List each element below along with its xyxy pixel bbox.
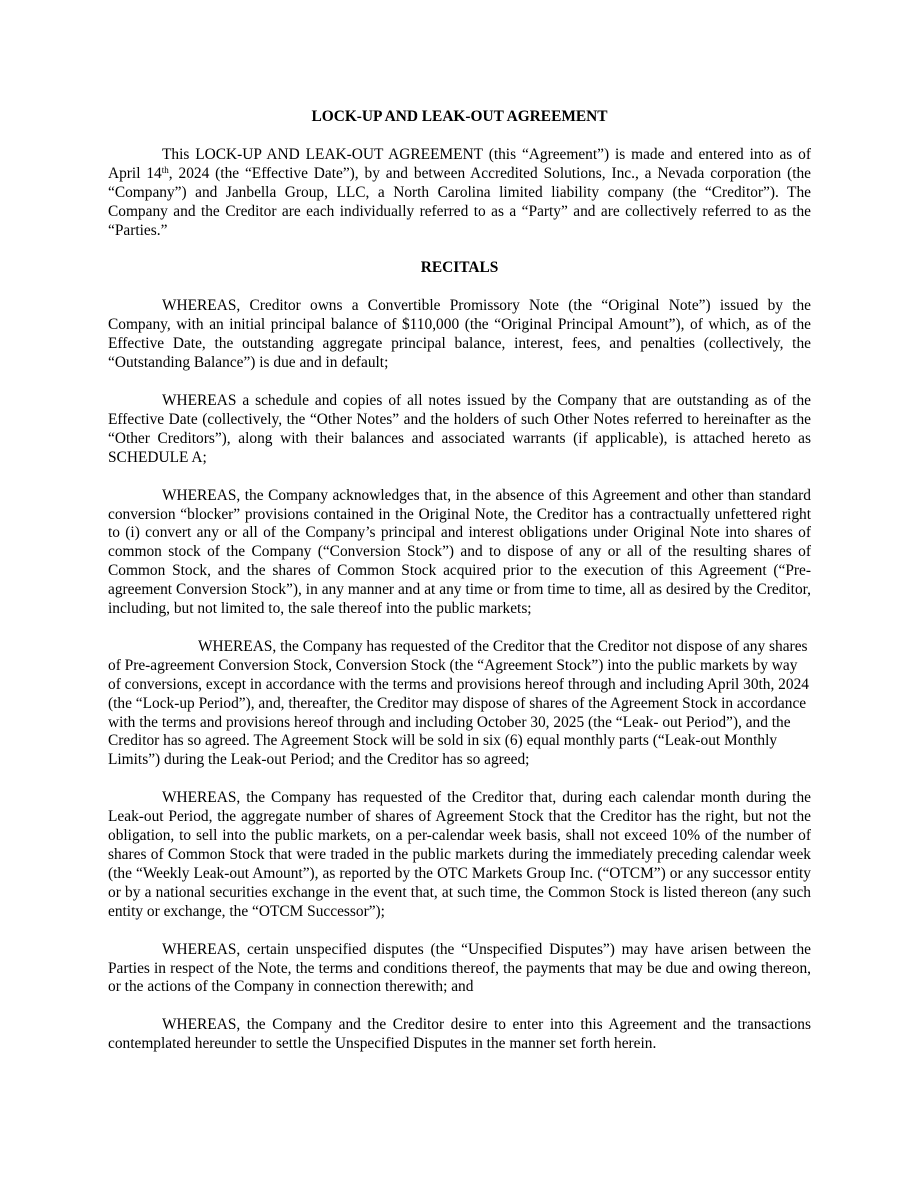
recital-paragraph-5: WHEREAS, the Company has requested of the Creditor that, during each calendar month during the Leak-out Period, the aggregate number of shares of Agreement Stock that the Creditor has the right, but not the obligation, to sell into the public markets, on a per-calendar week basis, shall not exceed 10% of the number of shares of Common Stock that were traded in the public markets during the immediately preceding calendar week (the “Weekly Leak-out Amount”), as reported by the OTC Markets Group Inc. (“OTCM”) or any successor entity or by a national securities exchange in the event that, at such time, the Common Stock is listed thereon (any such entity or exchange, the “OTCM Successor”); xyxy=(108,789,811,920)
recital-paragraph-3: WHEREAS, the Company acknowledges that, in the absence of this Agreement and other than standard conversion “blocker” provisions contained in the Original Note, the Creditor has a contractually unfettered right to (i) convert any or all of the Company’s principal and interest obligations under Original Note into shares of common stock of the Company (“Conversion Stock”) and to dispose of any or all of the resulting shares of Common Stock, and the shares of Common Stock acquired prior to the execution of this Agreement (“Pre-agreement Conversion Stock”), in any manner and at any time or from time to time, all as desired by the Creditor, including, but not limited to, the sale thereof into the public markets; xyxy=(108,486,811,618)
intro-text-part2: , 2024 (the “Effective Date”), by and between Accredited Solutions, Inc., a Nevada corporation (the “Company”) and Janbella Group, LLC, a North Carolina limited liability company (the “Creditor”). The Company and the Creditor are each individually referred to as a “Party” and are collectively referred to as the “Parties.” xyxy=(108,164,811,239)
intro-paragraph xyxy=(108,146,811,241)
document-page xyxy=(108,108,811,1054)
recitals-heading: RECITALS xyxy=(420,259,499,277)
recital-paragraph-2: WHEREAS a schedule and copies of all notes issued by the Company that are outstanding as of the Effective Date (collectively, the “Other Notes” and the holders of such Other Notes referred to hereinafter as the “Other Creditors”), along with their balances and associated warrants (if applicable), is attached hereto as SCHEDULE A; xyxy=(108,391,811,466)
recital-paragraph-6: WHEREAS, certain unspecified disputes (the “Unspecified Disputes”) may have arisen between the Parties in respect of the Note, the terms and conditions thereof, the payments that may be due and owing thereon, or the actions of the Company in connection therewith; and xyxy=(108,940,811,996)
recital-paragraph-7: WHEREAS, the Company and the Creditor desire to enter into this Agreement and the transactions contemplated hereunder to settle the Unspecified Disputes in the manner set forth herein. xyxy=(108,1016,811,1053)
intro-text-part1: This LOCK-UP AND LEAK-OUT AGREEMENT (this “Agreement”) is made and entered into as of April 14 xyxy=(108,145,811,182)
recital-paragraph-1: WHEREAS, Creditor owns a Convertible Promissory Note (the “Original Note”) issued by the Company, with an initial principal balance of $110,000 (the “Original Principal Amount”), of which, as of the Effective Date, the outstanding aggregate principal balance, interest, fees, and penalties (collectively, the “Outstanding Balance”) is due and in default; xyxy=(108,297,811,372)
intro-superscript: th xyxy=(161,164,169,175)
recital-paragraph-4: WHEREAS, the Company has requested of the Creditor that the Creditor not dispose of any shares of Pre-agreement Conversion Stock, Conversion Stock (the “Agreement Stock”) into the public markets by way of conversions, except in accordance with the terms and provisions hereof through and including April 30th, 2024 (the “Lock-up Period”), and, thereafter, the Creditor may dispose of shares of the Agreement Stock in accordance with the terms and provisions hereof through and including October 30, 2025 (the “Leak- out Period”), and the Creditor has so agreed. The Agreement Stock will be sold in six (6) equal monthly parts (“Leak-out Monthly Limits”) during the Leak-out Period; and the Creditor has so agreed; xyxy=(108,637,809,769)
document-title: LOCK-UP AND LEAK-OUT AGREEMENT xyxy=(311,108,608,125)
